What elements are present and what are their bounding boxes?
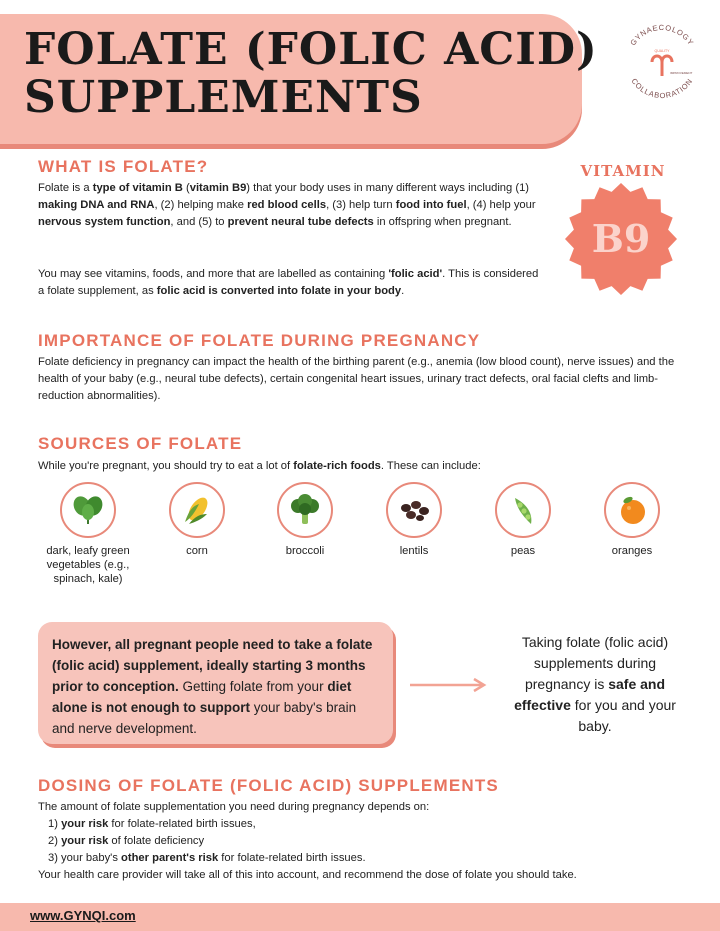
vitamin-b9-badge — [562, 180, 680, 298]
vitamin-label: VITAMIN — [580, 162, 666, 180]
food-label-oranges: oranges — [611, 545, 653, 557]
dosing-list — [48, 816, 366, 867]
food-item-orange — [587, 482, 677, 558]
sources-intro: While you're pregnant, you should try to eat a lot of folate-rich foods. These can include: — [38, 460, 481, 472]
food-item-peas — [478, 482, 568, 558]
list-item: 2) your risk of folate deficiency — [48, 835, 205, 847]
dosing-heading: DOSING OF FOLATE (FOLIC ACID) SUPPLEMENTS — [38, 776, 499, 795]
orange-icon — [604, 482, 660, 538]
food-label-lentils: lentils — [399, 545, 429, 557]
corn-icon — [169, 482, 225, 538]
food-label-broccoli: broccoli — [285, 545, 325, 557]
peas-icon — [495, 482, 551, 538]
food-item-corn — [152, 482, 242, 558]
list-item: 1) your risk for folate-related birth issues, — [48, 818, 256, 830]
food-item-broccoli — [260, 482, 350, 558]
importance-heading: IMPORTANCE OF FOLATE DURING PREGNANCY — [38, 331, 481, 350]
logo-symbol-icon — [652, 56, 672, 76]
spinach-icon — [60, 482, 116, 538]
gynaecology-collaboration-logo — [616, 16, 708, 108]
food-label-spinach: dark, leafy green vegetables (e.g., spinach, kale) — [46, 545, 130, 585]
website-link[interactable]: www.GYNQI.com — [30, 908, 136, 923]
svg-text:GYNAECOLOGY — [628, 23, 695, 47]
page-title: FOLATE (FOLIC ACID) SUPPLEMENTS — [24, 24, 598, 123]
importance-paragraph: Folate deficiency in pregnancy can impact the health of the birthing parent (e.g., anemia (low blood count), nerve issues) and the health of your baby (e.g., neural tube defects), certain congenital heart issues, urinary tract defects, oral facial clefts and limb-reduction abnormalities). — [38, 356, 675, 402]
what-paragraph-1: Folate is a type of vitamin B (vitamin B9) that your body uses in many different ways including (1) making DNA and RNA, (2) helping make red blood cells, (3) help turn food into fuel, (4) help your nervous system function, and (5) to prevent neural tube defects in offspring when pregnant. — [38, 182, 536, 228]
list-item: 3) your baby's other parent's risk for folate-related birth issues. — [48, 852, 366, 864]
food-label-corn: corn — [186, 545, 208, 557]
broccoli-icon — [277, 482, 333, 538]
logo-text-bottom: COLLABORATION — [629, 76, 695, 101]
supplement-callout: However, all pregnant people need to take a folate (folic acid) supplement, ideally starting 3 months prior to conception. Getting folate from your diet alone is not enough to support your baby's brain and nerve development. — [38, 622, 393, 744]
dosing-outro: Your health care provider will take all of this into account, and recommend the dose of folate you should take. — [38, 869, 577, 881]
badge-value: B9 — [591, 216, 651, 261]
logo-small-2: IMPROVEMENT — [670, 71, 693, 75]
what-paragraph-2: You may see vitamins, foods, and more that are labelled as containing 'folic acid'. This is considered a folate supplement, as folic acid is converted into folate in your body. — [38, 268, 539, 297]
arrow-right-icon — [410, 677, 490, 693]
dosing-intro: The amount of folate supplementation you need during pregnancy depends on: — [38, 801, 430, 813]
food-item-spinach — [43, 482, 133, 586]
lentils-icon — [386, 482, 442, 538]
what-heading: WHAT IS FOLATE? — [38, 157, 209, 176]
safety-note: Taking folate (folic acid) supplements during pregnancy is safe and effective for you and your baby. — [514, 634, 676, 734]
food-label-peas: peas — [510, 545, 536, 557]
sources-heading: SOURCES OF FOLATE — [38, 434, 243, 453]
logo-text-top: GYNAECOLOGY — [628, 22, 696, 48]
svg-text:COLLABORATION — [629, 77, 694, 100]
logo-small-1: QUALITY — [654, 49, 670, 53]
food-item-lentils — [369, 482, 459, 558]
